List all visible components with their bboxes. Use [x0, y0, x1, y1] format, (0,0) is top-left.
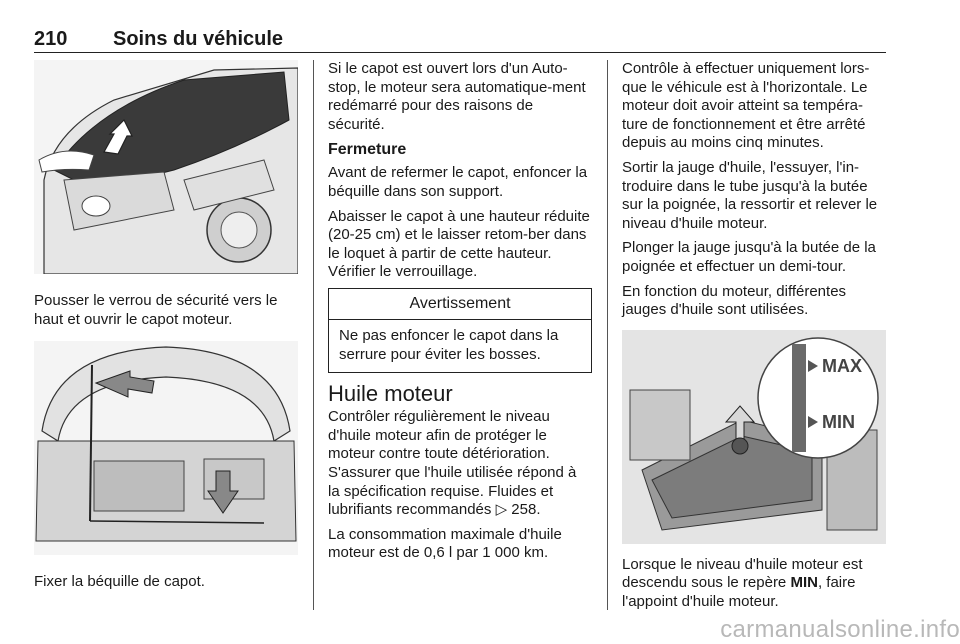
hood-prop-illustration — [34, 341, 298, 555]
dipstick-min-label: MIN — [822, 411, 855, 432]
warning-title: Avertissement — [329, 289, 591, 320]
warning-text: Ne pas enfoncer le capot dans la serrure pour éviter les bosses. — [339, 326, 559, 363]
caption-open-hood: Pousser le verrou de sécurité vers le haut et ouvrir le capot moteur. — [34, 292, 278, 328]
warning-box — [328, 288, 592, 373]
watermark: carmanualsonline.info — [720, 616, 960, 643]
refill-text-b: , faire l'appoint d'huile moteur. — [622, 574, 856, 610]
closing-paragraph-1: Avant de refermer le capot, enfoncer la béquille dans son support. — [328, 164, 588, 200]
check-paragraph-2: Sortir la jauge d'huile, l'essuyer, l'in-troduire dans le tube jusqu'à la butée sur la poignée, la ressortir et relever le niveau d'huile moteur. — [622, 158, 878, 232]
column-3 — [622, 60, 886, 618]
check-paragraph-1: Contrôle à effectuer uniquement lors-que le véhicule est à l'horizontale. Le moteur doit avoir atteint sa tempéra-ture de fonctionnement et être arrêté depuis au moins cinq minutes. — [622, 60, 870, 152]
dipstick-max-label: MAX — [822, 355, 862, 376]
closing-paragraph-2: Abaisser le capot à une hauteur réduite (20-25 cm) et le laisser retom-ber dans le loquet à partir de cette hauteur. Vérifier le verrouillage. — [328, 207, 590, 281]
closing-heading: Fermeture — [328, 141, 407, 159]
autostop-paragraph: Si le capot est ouvert lors d'un Auto-stop, le moteur sera automatique-ment redémarré pour des raisons de sécurité. — [328, 60, 586, 133]
check-paragraph-3: Plonger la jauge jusqu'à la butée de la poignée et effectuer un demi-tour. — [622, 239, 876, 275]
page-ref-icon: ▷ — [495, 501, 508, 519]
oil-page-reference[interactable]: 258. — [511, 501, 541, 519]
refill-min-mark: MIN — [790, 574, 818, 592]
column-divider-1 — [313, 60, 314, 610]
hood-opening-illustration — [34, 60, 298, 274]
caption-prop-rod: Fixer la béquille de capot. — [34, 573, 205, 591]
page-number: 210 — [34, 28, 68, 50]
column-1 — [34, 60, 298, 598]
refill-paragraph — [622, 556, 886, 612]
refill-text-a: Lorsque le niveau d'huile moteur est descendu sous le repère — [622, 555, 863, 592]
section-title: Soins du véhicule — [113, 28, 284, 50]
oil-paragraph-1-text: Contrôler régulièrement le niveau d'huile moteur afin de protéger le moteur contre toute détérioration. S'assurer que l'huile utilisée répond à la spécification requise. Fluides et lubrifiants recommandés — [328, 408, 577, 519]
column-divider-2 — [607, 60, 608, 610]
check-paragraph-4: En fonction du moteur, différentes jauges d'huile sont utilisées. — [622, 282, 847, 319]
oil-heading: Huile moteur — [328, 381, 453, 407]
page-header — [34, 26, 886, 53]
dipstick-illustration — [622, 330, 886, 544]
oil-consumption-paragraph: La consommation maximale d'huile moteur est de 0,6 l par 1 000 km. — [328, 525, 562, 562]
column-2 — [328, 60, 592, 569]
oil-paragraph-1 — [328, 408, 592, 520]
